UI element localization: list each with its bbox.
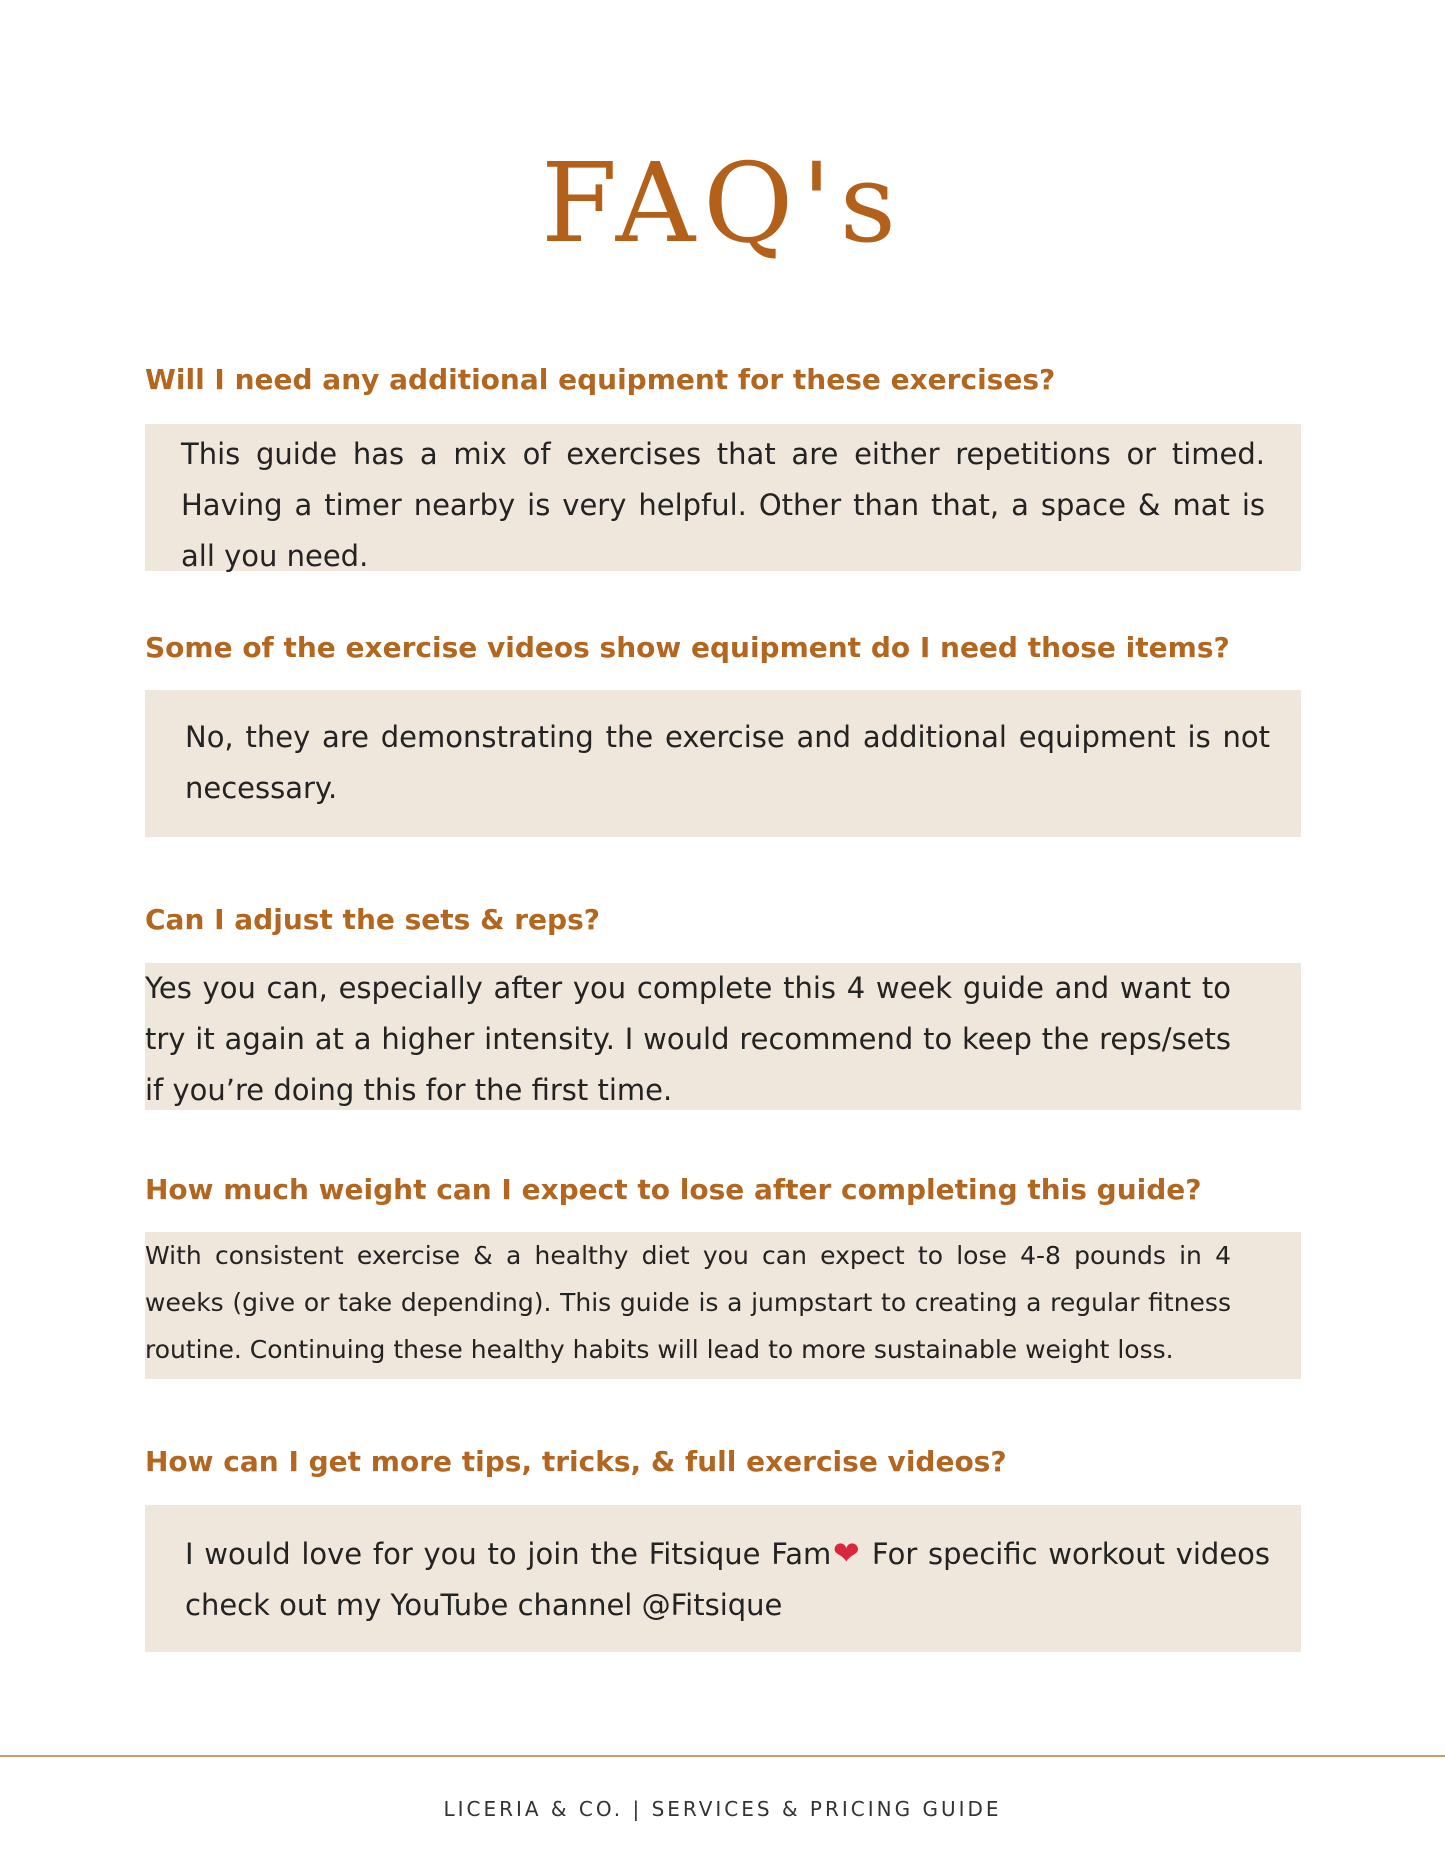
faq-answer-box-more-tips xyxy=(145,1505,1301,1652)
faq-answer-more-tips-part1: I would love for you to join the Fitsique Fam xyxy=(185,1537,832,1571)
faq-answer-box-equipment xyxy=(145,424,1301,571)
faq-answer-box-weight-loss xyxy=(145,1232,1301,1379)
faq-question-video-equipment: Some of the exercise videos show equipment do I need those items? xyxy=(145,631,1230,664)
heart-icon: ❤ xyxy=(831,1534,862,1572)
faq-question-more-tips: How can I get more tips, tricks, & full exercise videos? xyxy=(145,1445,1007,1478)
faq-answer-box-sets-reps xyxy=(145,963,1301,1110)
faq-question-weight-loss: How much weight can I expect to lose after completing this guide? xyxy=(145,1173,1202,1206)
faq-question-equipment: Will I need any additional equipment for these exercises? xyxy=(145,363,1056,396)
footer-text: LICERIA & CO. | SERVICES & PRICING GUIDE xyxy=(443,1797,1002,1821)
faq-answer-box-video-equipment xyxy=(145,690,1301,837)
page-title: FAQ's xyxy=(540,139,905,267)
faq-answer-more-tips xyxy=(185,1528,1270,1631)
faq-answer-equipment: This guide has a mix of exercises that are either repetitions or timed. Having a timer nearby is very helpful. Other than that, a space & mat is all you need. xyxy=(181,437,1265,573)
faq-answer-more-tips-part2: For specific workout videos check out my YouTube channel @Fitsique xyxy=(185,1537,1271,1622)
faq-question-sets-reps: Can I adjust the sets & reps? xyxy=(145,903,600,936)
footer-divider xyxy=(0,1755,1445,1757)
faq-answer-sets-reps: Yes you can, especially after you complete this 4 week guide and want to try it again at a higher intensity. I would recommend to keep the reps/sets if you’re doing this for the first time. xyxy=(145,971,1231,1107)
faq-answer-weight-loss: With consistent exercise & a healthy diet you can expect to lose 4-8 pounds in 4 weeks (give or take depending). This guide is a jumpstart to creating a regular fitness routine. Continuing these healthy habits will lead to more sustainable weight loss. xyxy=(145,1241,1231,1364)
faq-answer-video-equipment: No, they are demonstrating the exercise and additional equipment is not necessary. xyxy=(185,720,1270,805)
